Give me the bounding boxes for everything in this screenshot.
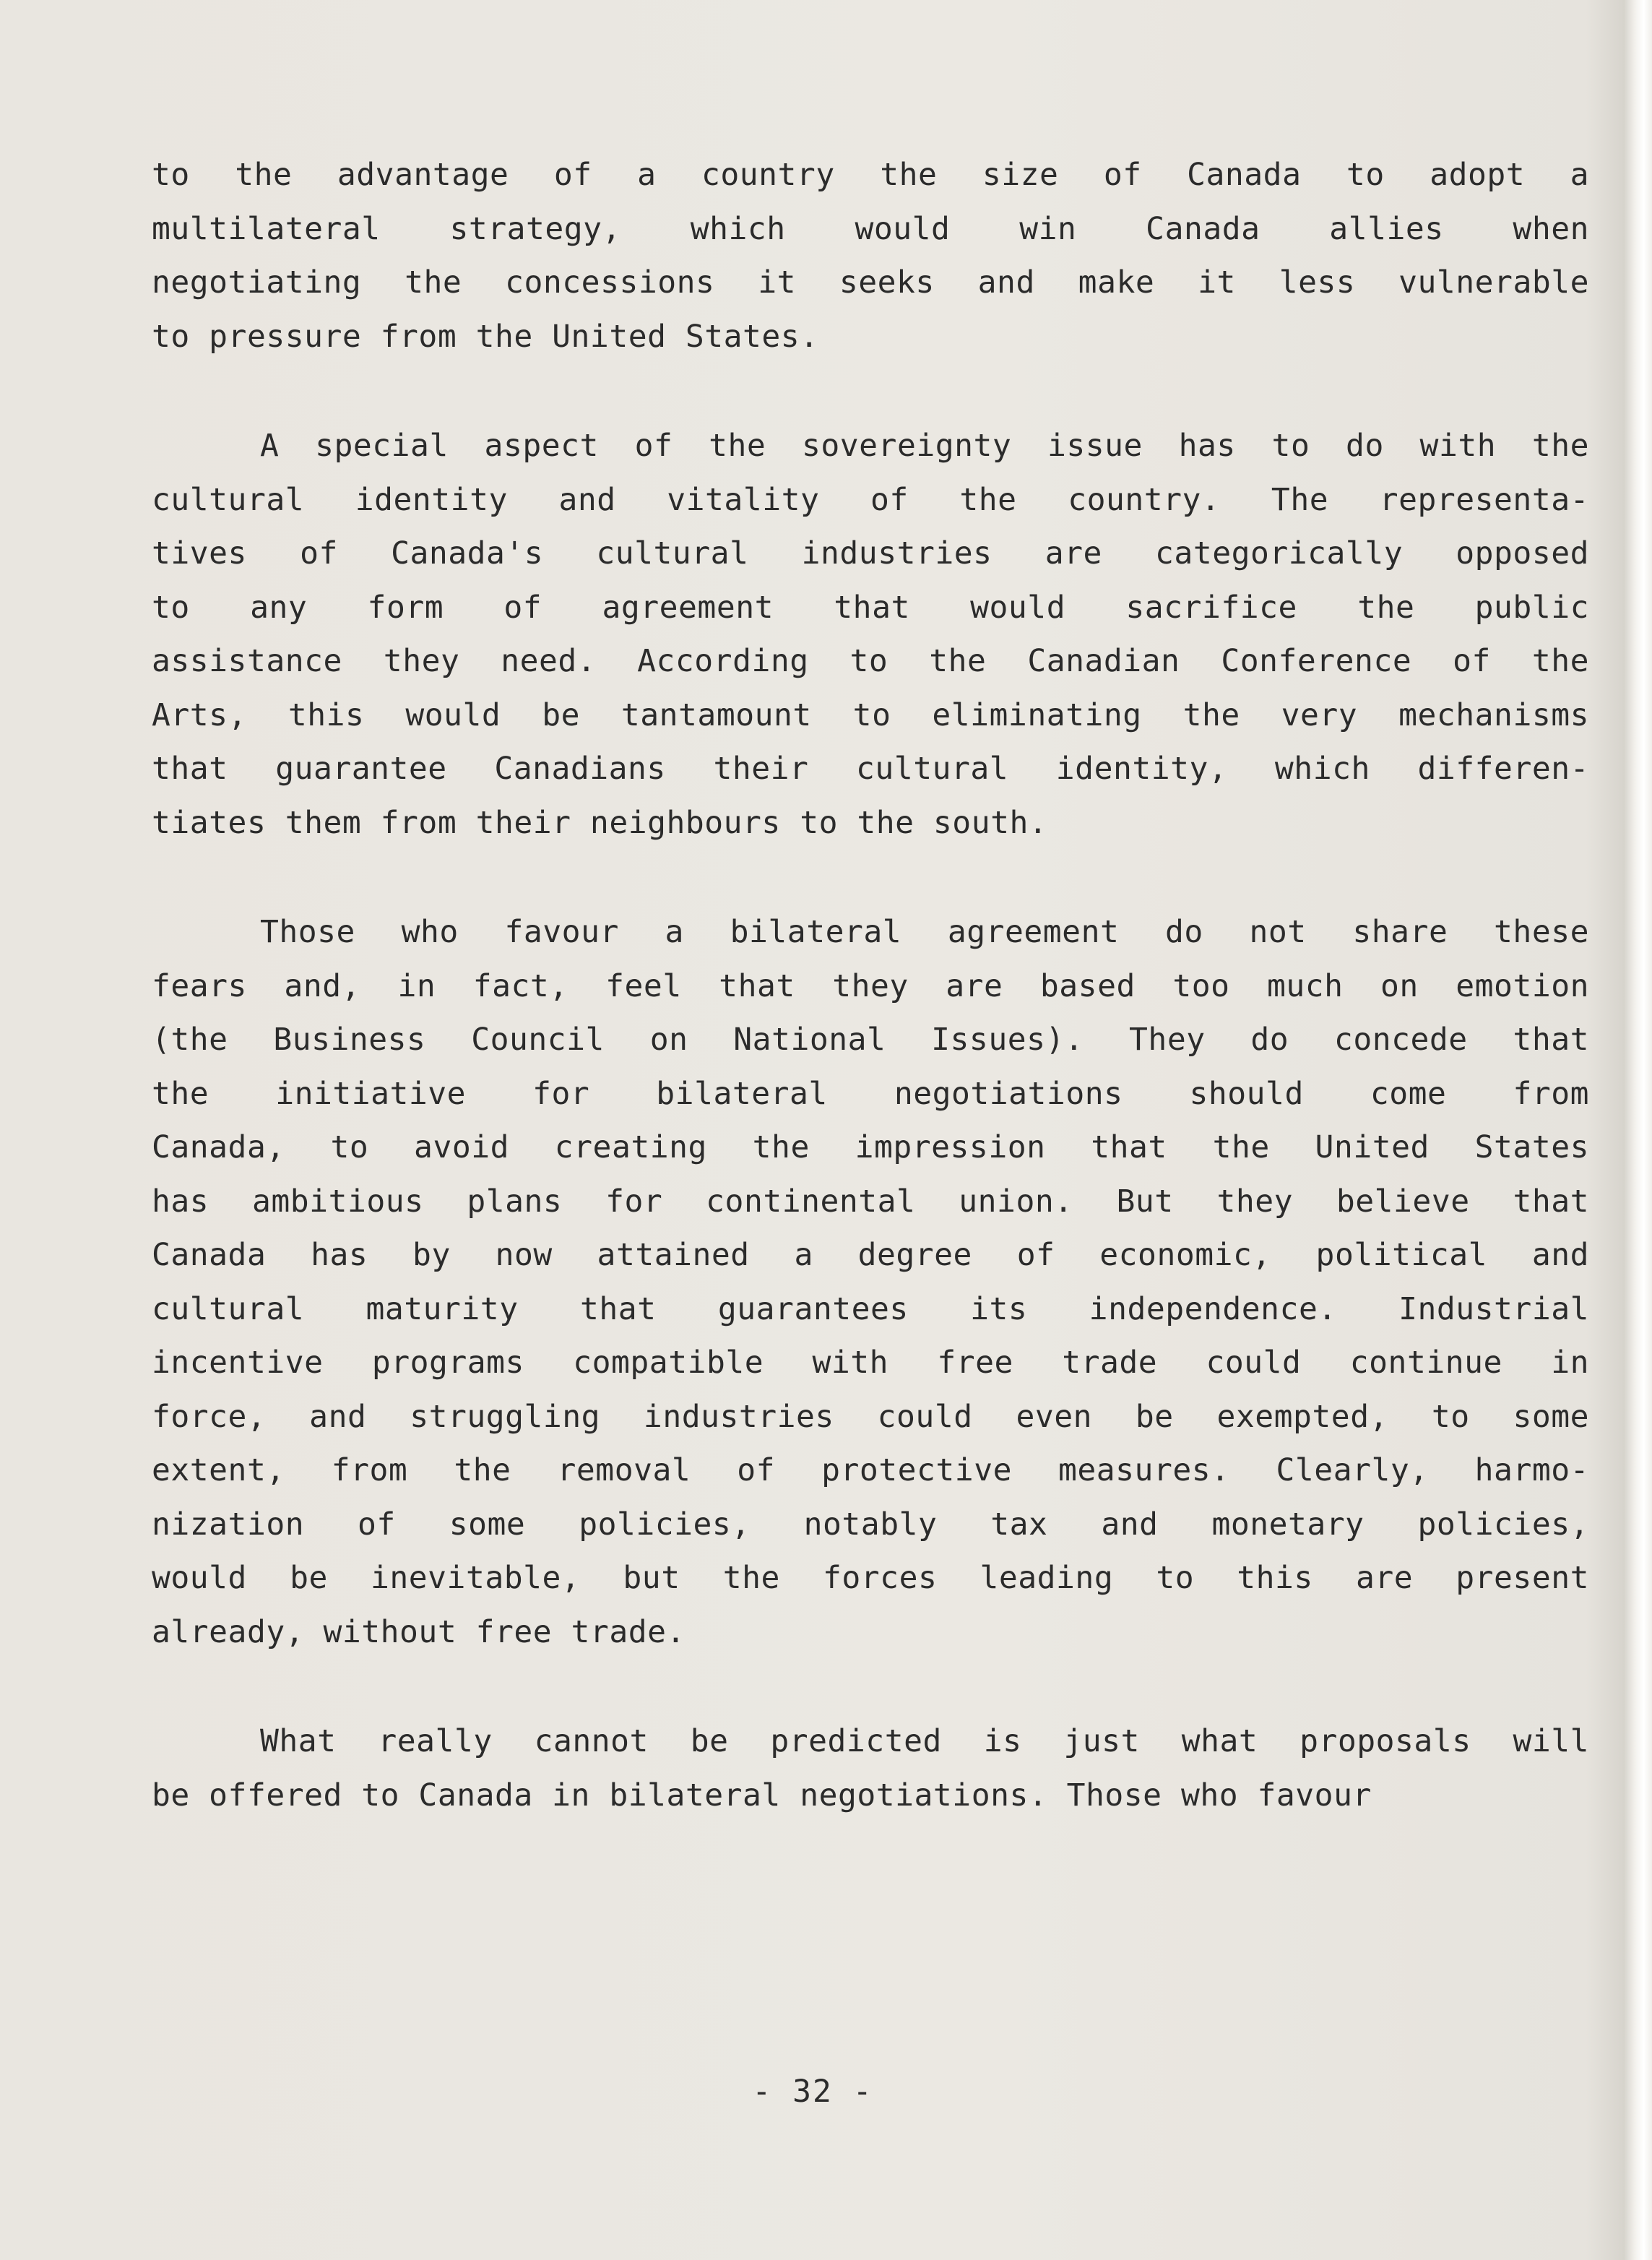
text-line: be offered to Canada in bilateral negotiations. Those who favour bbox=[152, 1777, 1372, 1813]
text-line: the initiative for bilateral negotiations should come from bbox=[152, 1075, 1589, 1112]
text-line: to any form of agreement that would sacrifice the public bbox=[152, 589, 1589, 626]
text-line: force, and struggling industries could even be exempted, to some bbox=[152, 1398, 1589, 1435]
text-line: extent, from the removal of protective measures. Clearly, harmo- bbox=[152, 1452, 1589, 1488]
text-line: to the advantage of a country the size of Canada to adopt a bbox=[152, 157, 1589, 193]
text-line: What really cannot be predicted is just what proposals will bbox=[260, 1723, 1589, 1759]
text-line: incentive programs compatible with free trade could continue in bbox=[152, 1345, 1589, 1381]
paragraph bbox=[152, 148, 1589, 363]
page-number: - 32 - bbox=[752, 2074, 873, 2110]
text-line: already, without free trade. bbox=[152, 1613, 686, 1650]
paragraph bbox=[152, 905, 1589, 1659]
text-line: Canada, to avoid creating the impression that the United States bbox=[152, 1129, 1589, 1165]
text-line: fears and, in fact, feel that they are based too much on emotion bbox=[152, 967, 1589, 1004]
text-line: multilateral strategy, which would win Canada allies when bbox=[152, 210, 1589, 247]
text-line: that guarantee Canadians their cultural identity, which differen- bbox=[152, 751, 1589, 787]
text-line: (the Business Council on National Issues). They do concede that bbox=[152, 1022, 1589, 1058]
text-line: cultural maturity that guarantees its independence. Industrial bbox=[152, 1290, 1589, 1327]
binding-edge bbox=[1625, 0, 1652, 2260]
text-line: assistance they need. According to the Canadian Conference of the bbox=[152, 643, 1589, 679]
text-line: tiates them from their neighbours to the south. bbox=[152, 804, 1048, 841]
text-line: would be inevitable, but the forces leading to this are present bbox=[152, 1560, 1589, 1596]
body-text bbox=[152, 148, 1589, 1878]
text-line: Canada has by now attained a degree of economic, political and bbox=[152, 1237, 1589, 1273]
text-line: tives of Canada's cultural industries are categorically opposed bbox=[152, 535, 1589, 572]
paragraph bbox=[152, 419, 1589, 850]
text-line: Arts, this would be tantamount to eliminating the very mechanisms bbox=[152, 696, 1589, 733]
text-line: negotiating the concessions it seeks and make it less vulnerable bbox=[152, 264, 1589, 301]
text-line: nization of some policies, notably tax and monetary policies, bbox=[152, 1506, 1589, 1543]
text-line: cultural identity and vitality of the country. The representa- bbox=[152, 481, 1589, 518]
text-line: A special aspect of the sovereignty issue has to do with the bbox=[260, 428, 1589, 464]
text-line: Those who favour a bilateral agreement do not share these bbox=[260, 914, 1589, 950]
text-line: to pressure from the United States. bbox=[152, 318, 819, 355]
text-line: has ambitious plans for continental union. But they believe that bbox=[152, 1183, 1589, 1220]
paragraph bbox=[152, 1715, 1589, 1822]
